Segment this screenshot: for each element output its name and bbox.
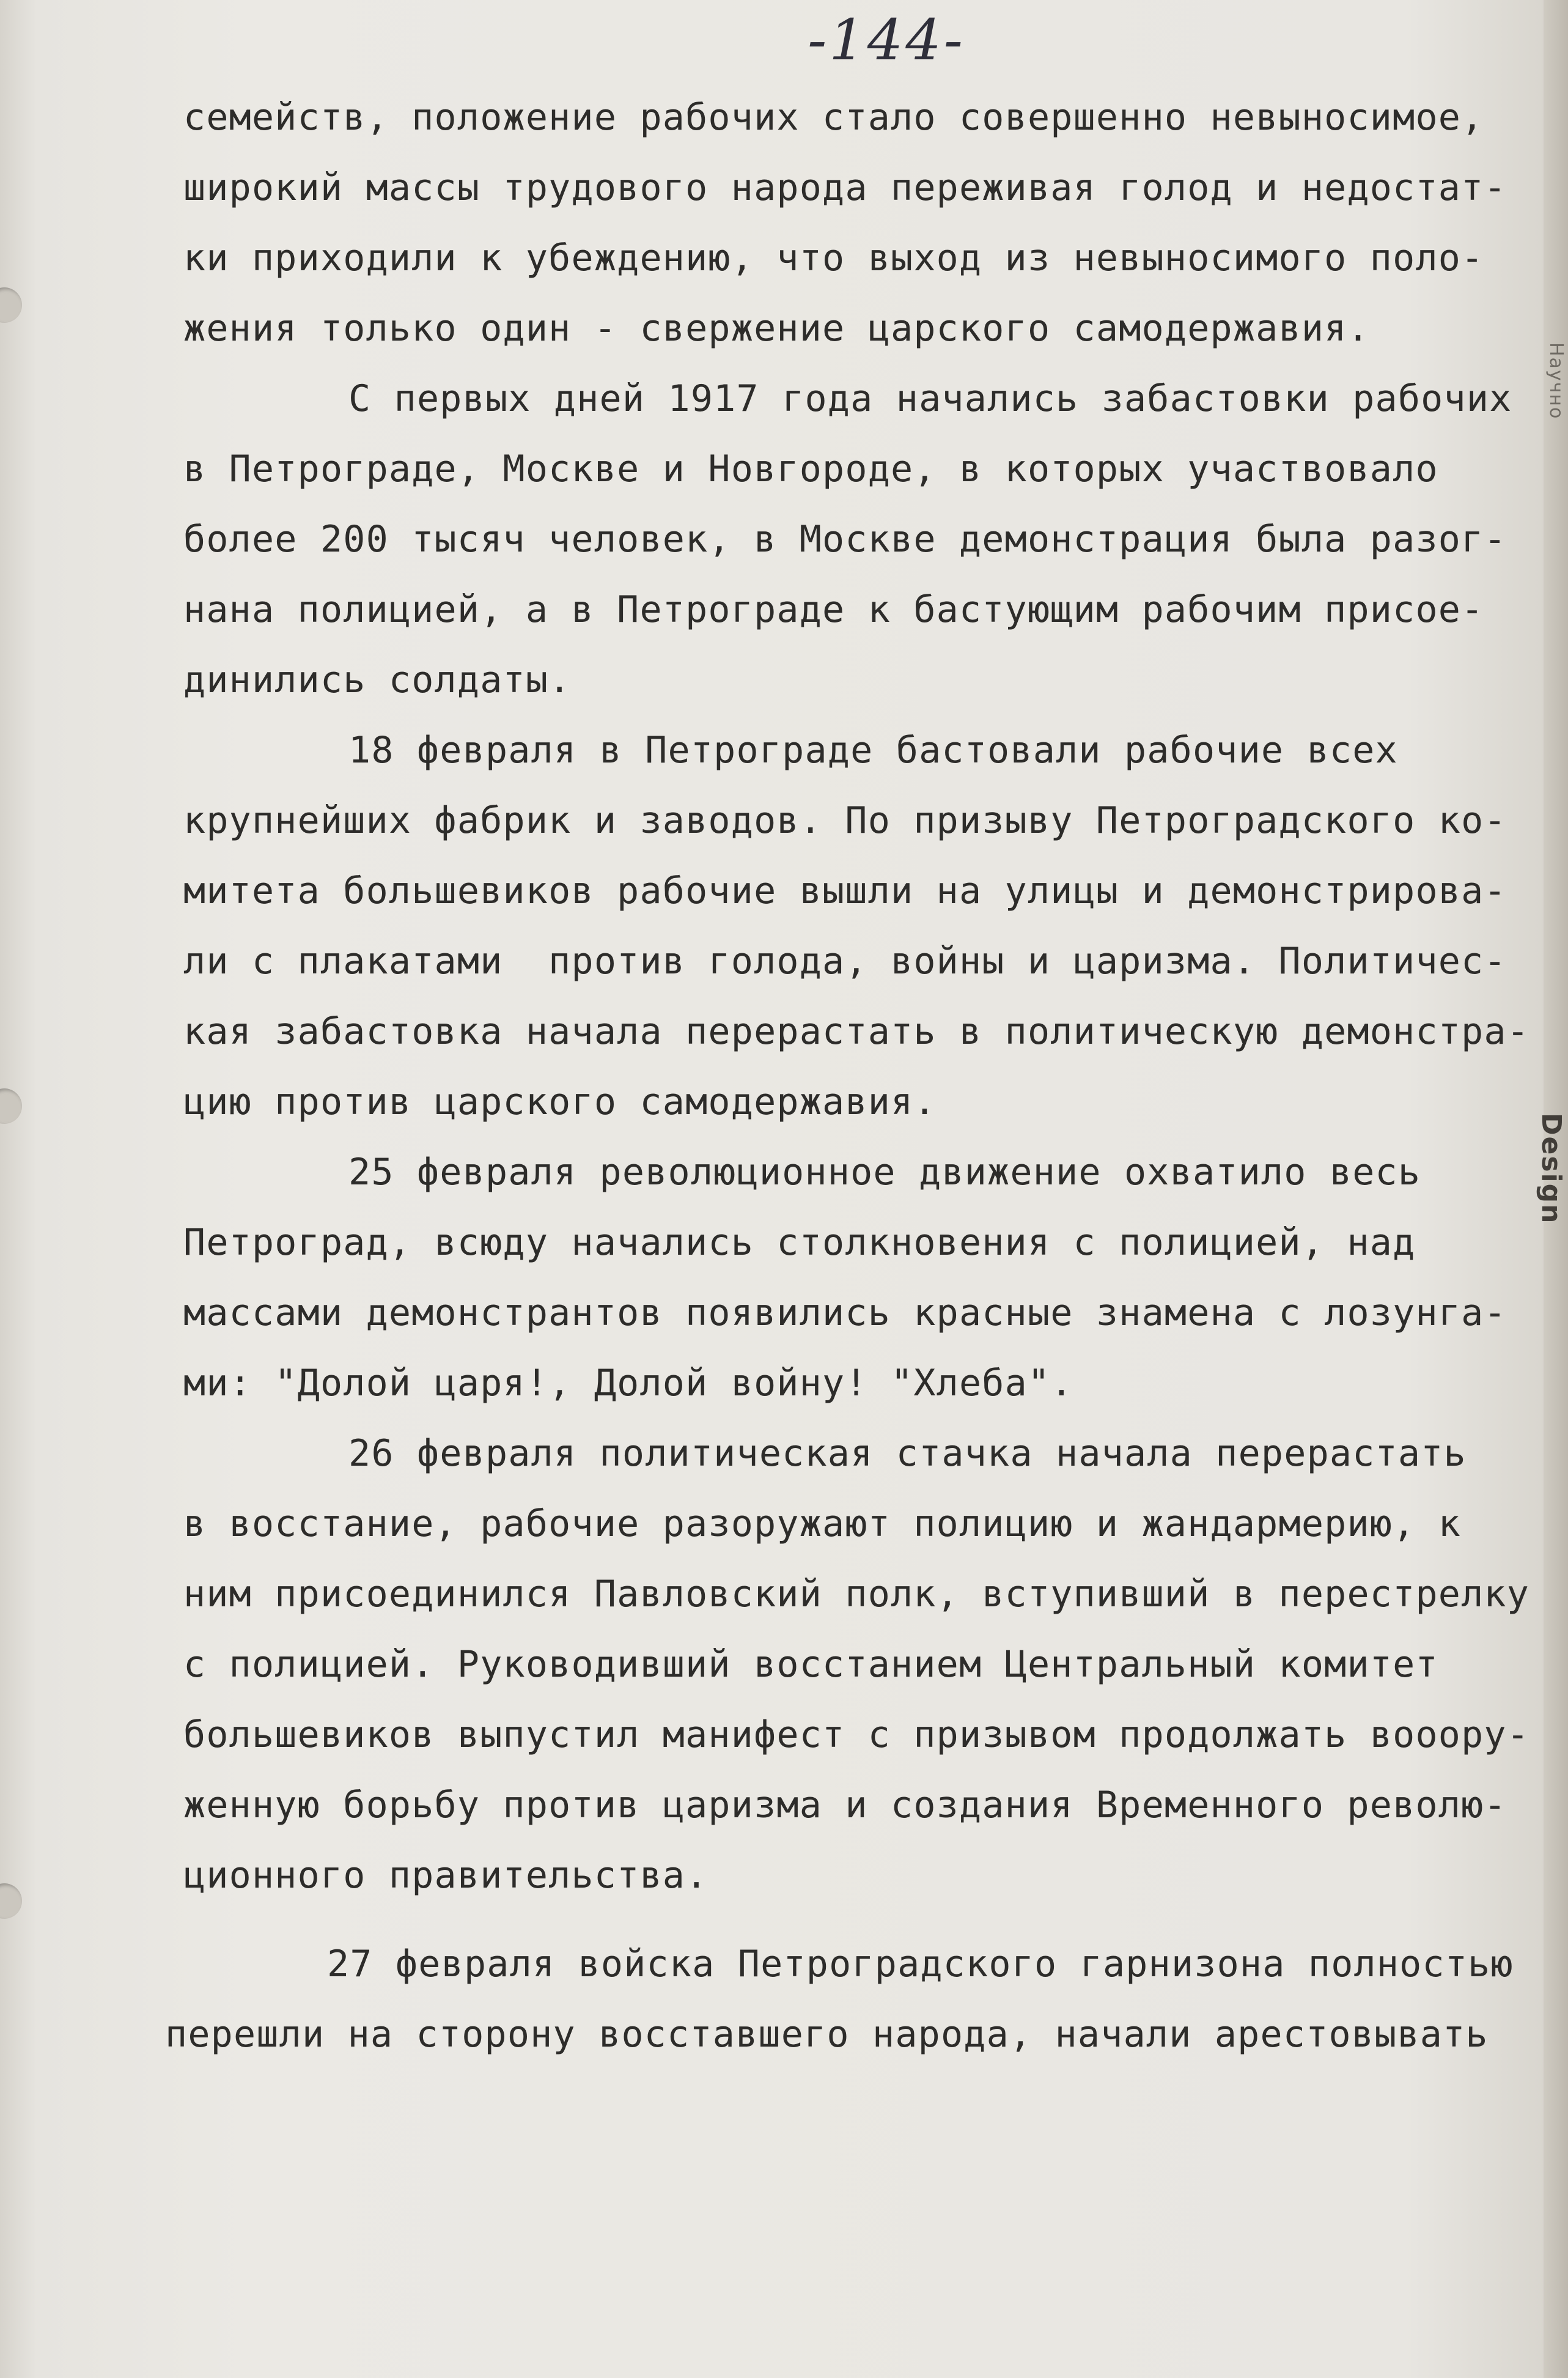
text-line: в восстание, рабочие разоружают полицию и жандармерию, к (183, 1502, 1462, 1545)
paragraph-6 (165, 1929, 1553, 2070)
spine-label-bottom: Design (1536, 1113, 1567, 1225)
text-line: 27 февраля войска Петроградского гарнизона полностью (327, 1943, 1514, 1985)
text-line: перешли на сторону восставшего народа, начали арестовывать (165, 2013, 1489, 2056)
text-line: Петроград, всюду начались столкновения с полицией, над (183, 1221, 1416, 1264)
text-line: ми: "Долой царя!, Долой войну! "Хлеба". (183, 1362, 1073, 1405)
text-line: 25 февраля революционное движение охватило весь (348, 1151, 1421, 1194)
text-line: кая забастовка начала перерастать в политическую демонстра- (183, 1010, 1530, 1053)
paragraph-gap (183, 1911, 1553, 1929)
text-line: массами демонстрантов появились красные знамена с лозунга- (183, 1291, 1507, 1334)
text-line: 18 февраля в Петрограде бастовали рабочие всех (348, 729, 1398, 772)
paragraph-3 (183, 715, 1553, 1137)
paragraph-5 (183, 1419, 1553, 1911)
text-line: динились солдаты. (183, 659, 572, 701)
paragraph-1 (183, 83, 1553, 364)
text-line: нана полицией, а в Петрограде к бастующим рабочим присое- (183, 588, 1484, 631)
text-line: 26 февраля политическая стачка начала перерастать (348, 1432, 1467, 1475)
text-line: большевиков выпустил манифест с призывом продолжать вооору- (183, 1713, 1530, 1756)
punch-hole (0, 287, 22, 323)
spine-label-top: Научно (1545, 342, 1567, 420)
text-line: крупнейших фабрик и заводов. По призыву Петроградского ко- (183, 799, 1507, 842)
handwritten-page-number: -144- (808, 7, 965, 73)
text-line: с полицией. Руководивший восстанием Центральный комитет (183, 1643, 1438, 1686)
text-line: ционного правительства. (183, 1854, 709, 1897)
text-line: женную борьбу против царизма и создания Временного револю- (183, 1784, 1507, 1826)
paragraph-4 (183, 1137, 1553, 1419)
text-line: цию против царского самодержавия. (183, 1080, 937, 1123)
text-line: более 200 тысяч человек, в Москве демонстрация была разог- (183, 518, 1507, 561)
punch-hole (0, 1883, 22, 1919)
text-line: семейств, положение рабочих стало совершенно невыносимое, (183, 96, 1484, 139)
text-line: ним присоединился Павловский полк, вступивший в перестрелку (183, 1573, 1530, 1615)
text-line: жения только один - свержение царского самодержавия. (183, 307, 1370, 350)
punch-hole (0, 1088, 22, 1124)
text-line: С первых дней 1917 года начались забастовки рабочих (348, 377, 1512, 420)
text-line: ли с плакатами против голода, войны и царизма. Политичес- (183, 940, 1507, 983)
text-line: в Петрограде, Москве и Новгороде, в которых участвовало (183, 448, 1438, 490)
text-line: широкий массы трудового народа переживая голод и недостат- (183, 166, 1507, 209)
text-line: ки приходили к убеждению, что выход из невыносимого поло- (183, 237, 1484, 279)
paragraph-2 (183, 364, 1553, 715)
text-line: митета большевиков рабочие вышли на улицы и демонстрирова- (183, 870, 1507, 912)
typewritten-text (165, 83, 1553, 2070)
